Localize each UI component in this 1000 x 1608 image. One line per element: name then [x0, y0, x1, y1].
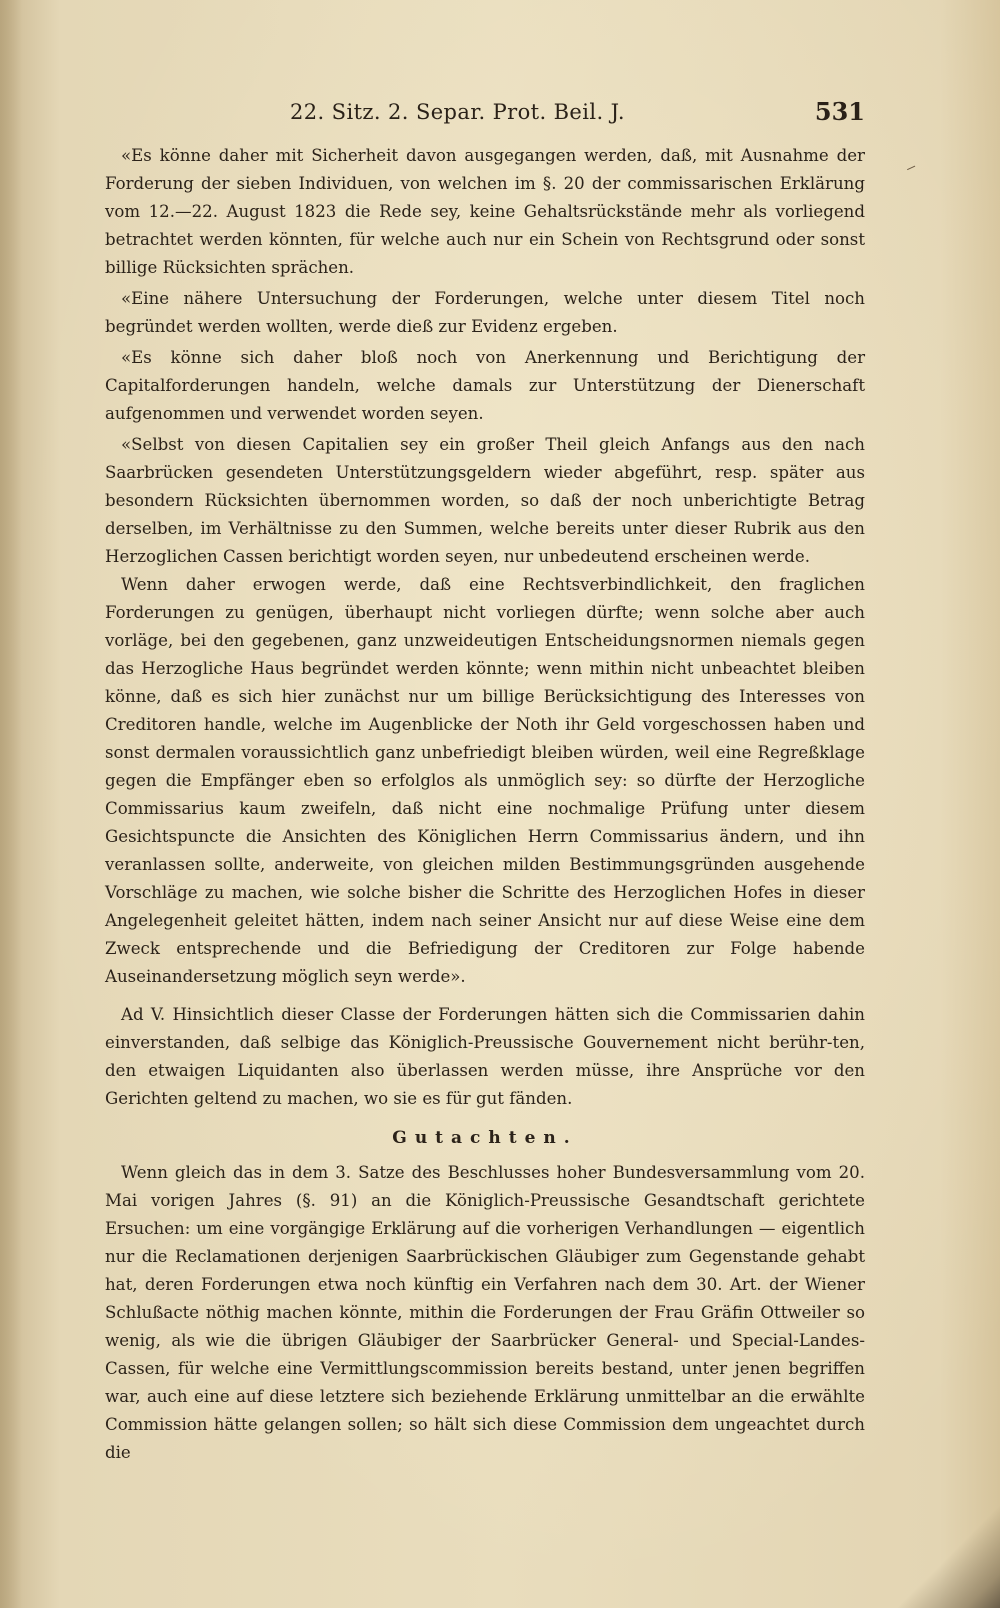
paragraph-gutachten: Wenn gleich das in dem 3. Satze des Beschlusses hoher Bundesversammlung vom 20. Mai vorigen Jahres (§. 91) an die Königlich-Preussische Gesandtschaft gerichtete Ersuchen: um eine vorgängige Erklärung auf die vorherigen Verhandlungen — eigentlich nur die Reclamationen derjenigen Saarbrückischen Gläubiger zum Gegenstande gehabt hat, deren Forderungen etwa noch künftig ein Verfahren nach dem 30. Art. der Wiener Schlußacte nöthig machen könnte, mithin die Forderungen der Frau Gräfin Ottweiler so wenig, als wie die übrigen Gläubiger der Saarbrücker General- und Special-Landes-Cassen, für welche eine Vermittlungscommission bereits bestand, unter jenen begriffen war, auch eine auf diese letztere sich beziehende Erklärung unmittelbar an die erwählte Commission hätte gelangen sollen; so hält sich diese Commission dem ungeachtet durch die: [105, 1163, 865, 1462]
paragraph-4: «Selbst von diesen Capitalien sey ein großer Theil gleich Anfangs aus den nach Saarbrücken gesendeten Unterstützungsgeldern wieder abgeführt, resp. später aus besondern Rücksichten übernommen worden, so daß der noch unberichtigte Betrag derselben, im Verhältnisse zu den Summen, welche bereits unter dieser Rubrik aus den Herzoglichen Cassen berichtigt worden seyen, nur unbedeutend erscheinen werde.: [105, 435, 865, 566]
book-spine-shadow: [0, 0, 22, 1608]
running-title: 22. Sitz. 2. Separ. Prot. Beil. J.: [290, 100, 625, 124]
paragraph-3: «Es könne sich daher bloß noch von Anerkennung und Berichtigung der Capitalforderungen handeln, welche damals zur Unterstützung der Dienerschaft aufgenommen und verwendet worden seyen.: [105, 348, 865, 423]
paragraph-5: Wenn daher erwogen werde, daß eine Rechtsverbindlichkeit, den fraglichen Forderungen zu genügen, überhaupt nicht vorliegen dürfte; wenn solche aber auch vorläge, bei den gegebenen, ganz unzweideutigen Entscheidungsnormen niemals gegen das Herzogliche Haus begründet werden könnte; wenn mithin nicht unbeachtet bleiben könne, daß es sich hier zunächst nur um billige Berücksichtigung des Interesses von Creditoren handle, welche im Augenblicke der Noth ihr Geld vorgeschossen haben und sonst dermalen voraussichtlich ganz unbefriedigt bleiben würden, weil eine Regreßklage gegen die Empfänger eben so erfolglos als unmöglich sey: so dürfte der Herzogliche Commissarius kaum zweifeln, daß nicht eine nochmalige Prüfung unter diesem Gesichtspuncte die Ansichten des Königlichen Herrn Commissarius ändern, und ihn veranlassen sollte, anderweite, von gleichen milden Bestimmungsgründen ausgehende Vorschläge zu machen, wie solche bisher die Schritte des Herzoglichen Hofes in dieser Angelegenheit geleitet hätten, indem nach seiner Ansicht nur auf diese Weise eine dem Zweck entsprechende und die Befriedigung der Creditoren zur Folge habende Auseinandersetzung möglich seyn werde».: [105, 575, 865, 986]
page-number: 531: [814, 97, 865, 126]
paragraph-1: «Es könne daher mit Sicherheit davon ausgegangen werden, daß, mit Ausnahme der Forderung der sieben Individuen, von welchen im §. 20 der commissarischen Erklärung vom 12.—22. August 1823 die Rede sey, keine Gehaltsrückstände mehr als vorliegend betrachtet werden könnten, für welche auch nur ein Schein von Rechtsgrund oder sonst billige Rücksichten sprächen.: [105, 146, 865, 277]
margin-pencil-mark: ⸝: [904, 153, 921, 176]
paragraph-ad-v: Ad V. Hinsichtlich dieser Classe der Forderungen hätten sich die Commissarien dahin einverstanden, daß selbige das Königlich-Preussische Gouvernement nicht berühr-ten, den etwaigen Liquidanten also überlassen werden müsse, ihre Ansprüche vor den Gerichten geltend zu machen, wo sie es für gut fänden.: [105, 1005, 865, 1108]
page-header: [105, 97, 865, 130]
page-corner-shadow: [880, 1498, 1000, 1608]
body-text: [105, 142, 865, 1467]
section-heading-gutachten: Gutachten.: [392, 1128, 578, 1148]
paragraph-2: «Eine nähere Untersuchung der Forderungen, welche unter diesem Titel noch begründet werden wollten, werde dieß zur Evidenz ergeben.: [105, 289, 865, 336]
